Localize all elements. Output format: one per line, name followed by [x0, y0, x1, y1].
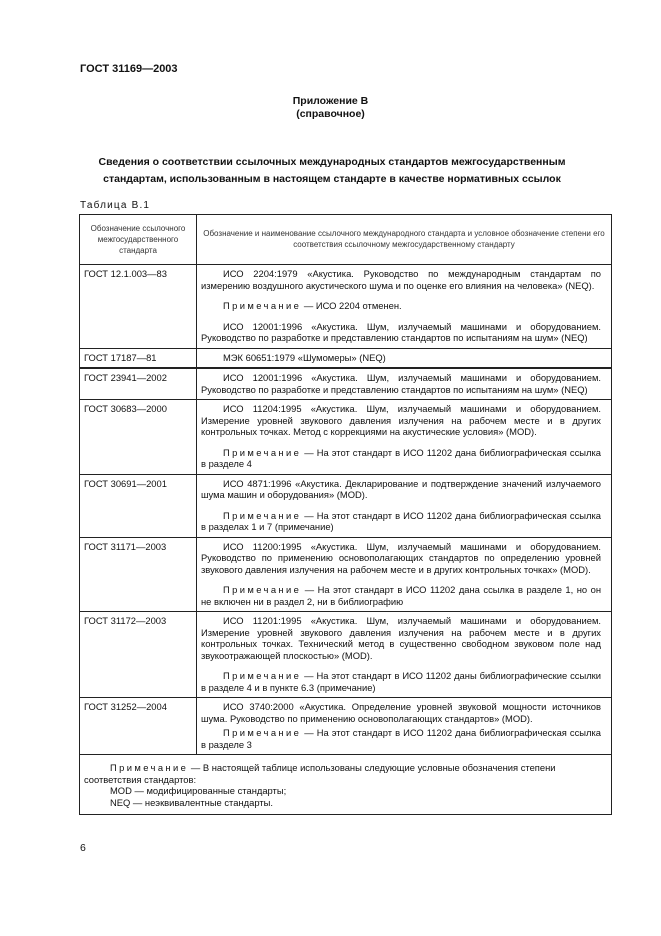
footer-note-text: — В настоящей таблице использованы следующие условные обозначения степени соответствия стандартов: [84, 762, 556, 785]
table-row [80, 612, 612, 698]
standard-code: ГОСТ 30691—2001 [80, 474, 197, 537]
standard-description [197, 265, 612, 349]
description-text: ИСО 2204:1979 «Акустика. Руководство по международным стандартам по измерению воздушного акустического шума и по оценке его влияния на человека» (NEQ). [201, 268, 601, 291]
standard-description [197, 612, 612, 698]
section-title-line: Сведения о соответствии ссылочных международных стандартов межгосударственным [98, 156, 566, 168]
appendix-subtitle: (справочное) [296, 108, 365, 120]
header-col-description: Обозначение и наименование ссылочного международного стандарта и условное обозначение степени его соответствия ссылочному межгосударственному стандарту [197, 215, 612, 265]
note-label: Примечание [223, 446, 302, 458]
section-title-line: стандартам, использованным в настоящем стандарте в качестве нормативных ссылок [103, 173, 561, 185]
note-label: Примечание [223, 670, 302, 681]
description-text: МЭК 60651:1979 «Шумомеры» (NEQ) [223, 351, 386, 363]
note-text: — На этот стандарт в ИСО 11202 дана библиографическая ссылка в разделе 4 [201, 446, 601, 469]
note-label: Примечание [223, 300, 302, 311]
standard-code: ГОСТ 17187—81 [80, 348, 197, 368]
row-note [201, 300, 601, 312]
table-row [80, 698, 612, 755]
standard-description [197, 400, 612, 475]
standard-description [197, 698, 612, 755]
standard-description [197, 474, 612, 537]
section-title [82, 154, 582, 188]
appendix-title: Приложение В [292, 95, 369, 107]
row-note [201, 447, 601, 470]
standard-code: ГОСТ 12.1.003—83 [80, 265, 197, 349]
note-text: — На этот стандарт в ИСО 11202 даны библиографические ссылки в разделе 4 и в пункте 6.3 (примечание) [201, 670, 602, 693]
legend-mod: MOD — модифицированные стандарты; [110, 785, 287, 796]
description-text: ИСО 12001:1996 «Акустика. Шум, излучаемый машинами и оборудованием. Руководство по разработке и представлению стандартов по испытаниям на шум» (NEQ) [201, 372, 601, 395]
table-caption: Таблица В.1 [80, 200, 151, 211]
note-text: — ИСО 2204 отменен. [303, 300, 402, 311]
description-text: ИСО 11204:1995 «Акустика. Шум, излучаемый машинами и оборудованием. Измерение уровней звукового давления излучения на рабочем месте и в других контрольных точках. Метод с коррекциями на акустические условия» (MOD). [201, 403, 601, 437]
header-col-code: Обозначение ссылочного межгосударственного стандарта [80, 215, 197, 265]
table-footer-row [80, 755, 612, 815]
table-row [80, 348, 612, 368]
standard-description [197, 537, 612, 612]
table-row [80, 474, 612, 537]
standard-code: ГОСТ 31171—2003 [80, 537, 197, 612]
correspondence-table [79, 214, 612, 815]
row-note [201, 584, 601, 607]
row-note [201, 670, 601, 693]
appendix-heading [0, 95, 661, 121]
description-text: ИСО 3740:2000 «Акустика. Определение уровней звуковой мощности источников шума. Руководство по применению основополагающих стандартов» (MOD). [201, 701, 601, 724]
table-row [80, 537, 612, 612]
description-text: ИСО 4871:1996 «Акустика. Декларирование и подтверждение значений излучаемого шума машин и оборудования» (MOD). [201, 477, 601, 500]
note-text: — На этот стандарт в ИСО 11202 дана библиографическая ссылка в разделе 3 [201, 727, 601, 750]
standard-description [197, 348, 612, 368]
table-footer-note [80, 755, 612, 815]
table-header-row [80, 215, 612, 265]
document-code: ГОСТ 31169—2003 [80, 63, 178, 75]
standard-code: ГОСТ 31172—2003 [80, 612, 197, 698]
legend-neq: NEQ — неэквивалентные стандарты. [110, 796, 273, 808]
standard-code: ГОСТ 30683—2000 [80, 400, 197, 475]
note-label: Примечание [223, 584, 302, 595]
note-label: Примечание [223, 727, 302, 738]
table-row [80, 368, 612, 400]
table-row [80, 265, 612, 349]
footer-note-line [84, 762, 601, 785]
note-text: — На этот стандарт в ИСО 11202 дана ссылка в разделе 1, но он не включен ни в раздел 2, ни в библиографию [201, 584, 601, 607]
note-label: Примечание [110, 762, 189, 773]
description-text: ИСО 11201:1995 «Акустика. Шум, излучаемый машинами и оборудованием. Измерение уровней звукового давления излучения на рабочем месте и в других контрольных точках. Технический метод в существенно свободном звуковом поле над звукоотражающей плоскостью» (MOD). [201, 615, 601, 661]
row-note [201, 510, 601, 533]
standard-code: ГОСТ 23941—2002 [80, 368, 197, 400]
page-number: 6 [80, 842, 86, 854]
description-text: ИСО 11200:1995 «Акустика. Шум, излучаемый машинами и оборудованием. Руководство по применению основополагающих стандартов по определению уровней звукового давления излучения на рабочем месте и в других контрольных точках» (MOD). [201, 540, 601, 575]
note-text: — На этот стандарт в ИСО 11202 дана библиографическая ссылка в разделах 1 и 7 (примечание) [201, 509, 601, 532]
standard-description [197, 368, 612, 400]
row-note [201, 727, 601, 750]
standard-code: ГОСТ 31252—2004 [80, 698, 197, 755]
note-label: Примечание [223, 509, 302, 521]
description-extra: ИСО 12001:1996 «Акустика. Шум, излучаемый машинами и оборудованием. Руководство по разработке и представлению стандартов по испытаниям на шум» (NEQ) [201, 320, 601, 343]
table-row [80, 400, 612, 475]
